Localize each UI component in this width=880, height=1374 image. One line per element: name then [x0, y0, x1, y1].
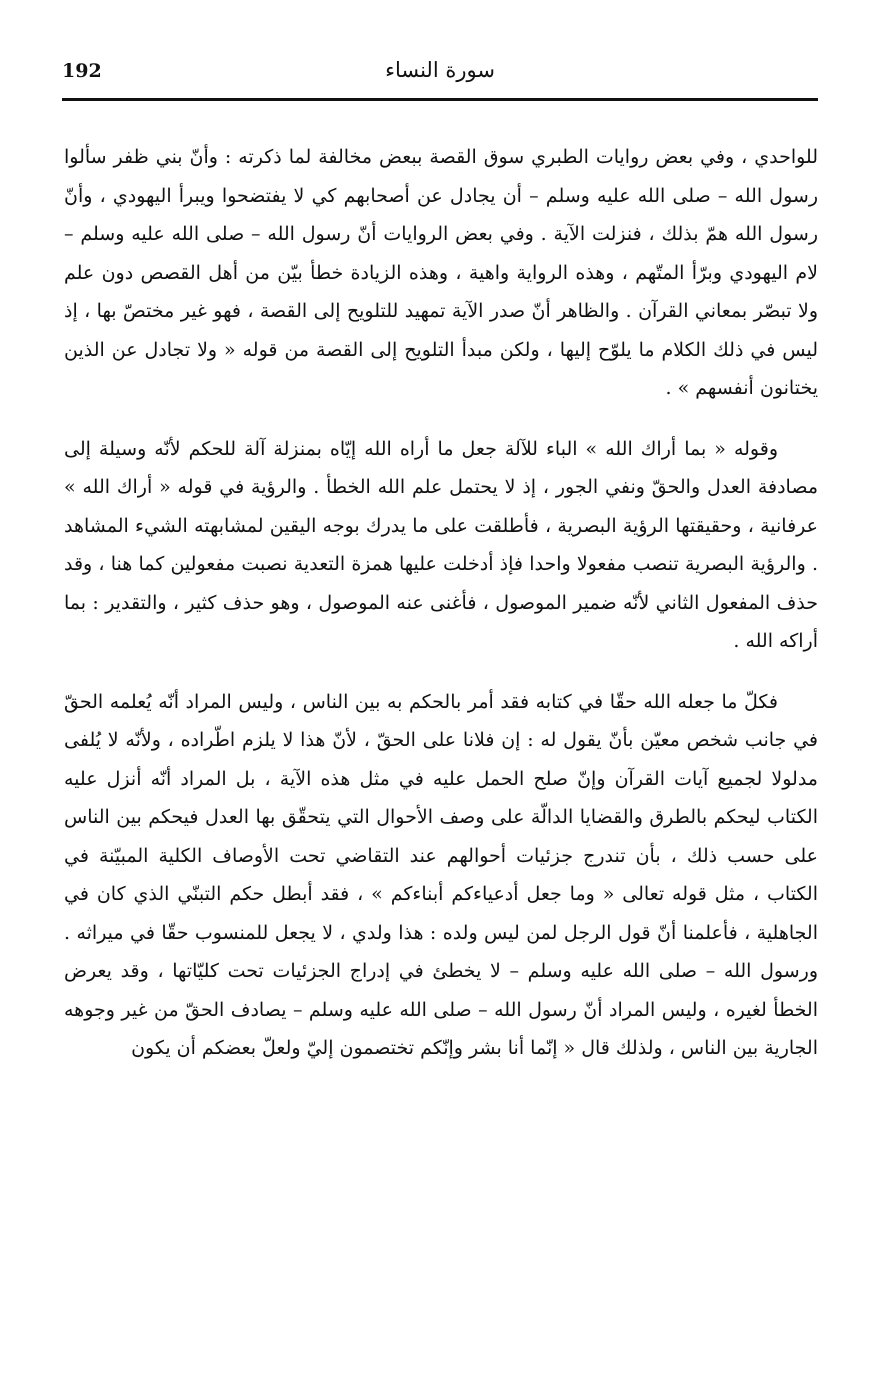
header-rule: [62, 98, 818, 101]
running-title: سورة النساء: [385, 58, 495, 82]
page-header: [62, 56, 818, 96]
paragraph-2: وقوله « بما أراك الله » الباء للآلة جعل ما أراه الله إيّاه بمنزلة آلة للحكم لأنّه وسيلة إلى مصادفة العدل والحقّ ونفي الجور ، إذ لا يحتمل علم الله الخطأ . والرؤية في قوله « أراك الله » عرفانية ، وحقيقتها الرؤية البصرية ، فأطلقت على ما يدرك بوجه اليقين لمشابهته الشيء المشاهد . والرؤية البصرية تنصب مفعولا واحدا فإذ أدخلت عليها همزة التعدية نصبت مفعولين كما هنا ، وقد حذف المفعول الثاني لأنّه ضمير الموصول ، فأغنى عنه الموصول ، وهو حذف كثير ، والتقدير : بما أراكه الله .: [64, 437, 818, 652]
page-number: 192: [62, 60, 102, 82]
paragraph-1: للواحدي ، وفي بعض روايات الطبري سوق القصة ببعض مخالفة لما ذكرته : وأنّ بني ظفر سألوا رسول الله – صلى الله عليه وسلم – أن يجادل عن أصحابهم كي لا يفتضحوا ويبرأ اليهودي ، وأنّ رسول الله همّ بذلك ، فنزلت الآية . وفي بعض الروايات أنّ رسول الله – صلى الله عليه وسلم – لام اليهودي وبرّأ المتّهم ، وهذه الرواية واهية ، وهذه الزيادة خطأ بيّن من أهل القصص دون علم ولا تبصّر بمعاني القرآن . والظاهر أنّ صدر الآية تمهيد للتلويح إلى القصة ، فهو غير مختصّ بها ، إذ ليس في ذلك الكلام ما يلوّح إليها ، ولكن مبدأ التلويح إلى القصة من قوله « ولا تجادل عن الذين يختانون أنفسهم » .: [64, 146, 818, 399]
paragraph-3: فكلّ ما جعله الله حقّا في كتابه فقد أمر بالحكم به بين الناس ، وليس المراد أنّه يُعلمه الحقّ في جانب شخص معيّن بأنّ يقول له : إن فلانا على الحقّ ، لأنّ هذا لا يلزم اطّراده ، ولأنّه لا يُلفى مدلولا لجميع آيات القرآن وإنّ صلح الحمل عليه في مثل هذه الآية ، بل المراد أنّه أنزل عليه الكتاب ليحكم بالطرق والقضايا الدالّة على وصف الأحوال التي يتحقّق بها العدل فيحكم بين الناس على حسب ذلك ، بأن تندرج جزئيات أحوالهم عند التقاضي تحت الأوصاف الكلية المبيّنة في الكتاب ، مثل قوله تعالى « وما جعل أدعياءكم أبناءكم » ، فقد أبطل حكم التبنّي الذي كان في الجاهلية ، فأعلمنا أنّ قول الرجل لمن ليس ولده : هذا ولدي ، لا يجعل للمنسوب حقّا في ميراثه . ورسول الله – صلى الله عليه وسلم – لا يخطئ في إدراج الجزئيات تحت كليّاتها ، وقد يعرض الخطأ لغيره ، وليس المراد أنّ رسول الله – صلى الله عليه وسلم – يصادف الحقّ من غير وجوهه الجارية بين الناس ، ولذلك قال « إنّما أنا بشر وإنّكم تختصمون إليّ ولعلّ بعضكم أن يكون: [64, 690, 818, 1059]
body-text: [64, 138, 818, 1068]
